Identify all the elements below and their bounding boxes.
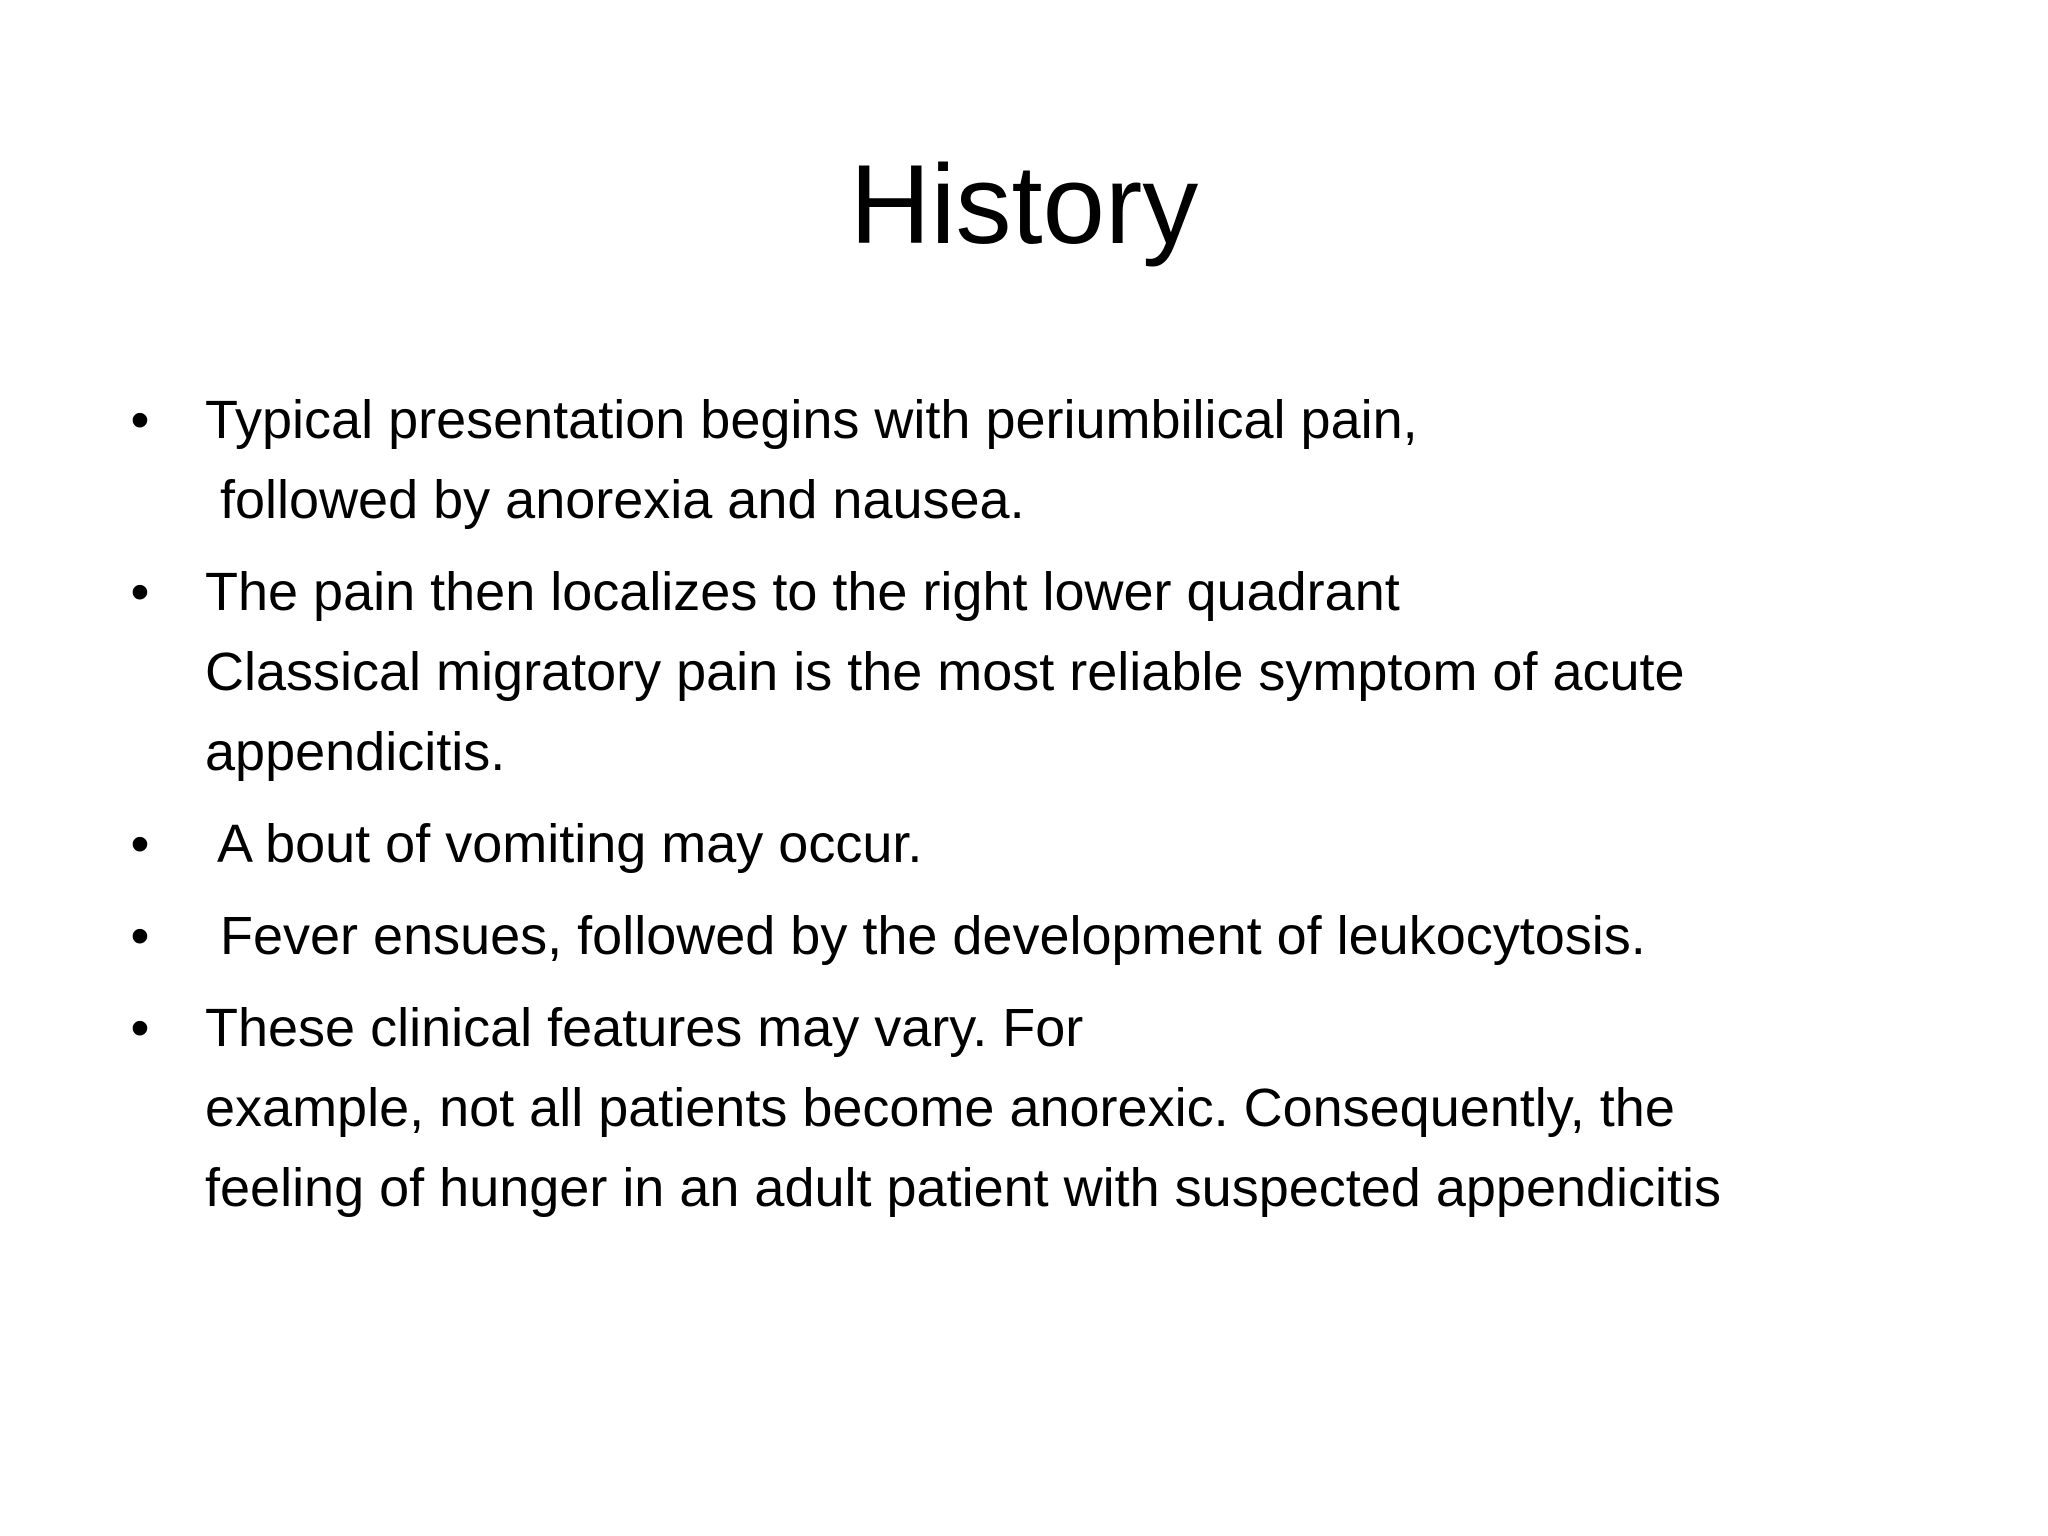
bullet-text-line: Typical presentation begins with periumbilical pain, [205,390,1418,450]
bullet-text-line: These clinical features may vary. For [205,998,1084,1058]
bullet-icon: • [130,390,150,450]
bullet-text-line: feeling of hunger in an adult patient with suspected appendicitis [205,1158,1722,1218]
bullet-icon: • [130,562,150,622]
bullet-text-line: example, not all patients become anorexic. Consequently, the [205,1078,1675,1138]
bullet-icon: • [130,814,150,874]
bullet-text-line: Classical migratory pain is the most reliable symptom of acute [205,642,1685,702]
bullet-icon: • [130,906,150,966]
bullet-icon: • [130,998,150,1058]
bullet-text-line: followed by anorexia and nausea. [205,470,1025,530]
bullet-text-line: appendicitis. [205,722,506,782]
bullet-text-line: Fever ensues, followed by the development of leukocytosis. [205,906,1646,966]
slide-title: History [849,142,1199,267]
bullet-text-line: The pain then localizes to the right lower quadrant [205,562,1400,622]
bullet-text-line: A bout of vomiting may occur. [205,814,923,874]
